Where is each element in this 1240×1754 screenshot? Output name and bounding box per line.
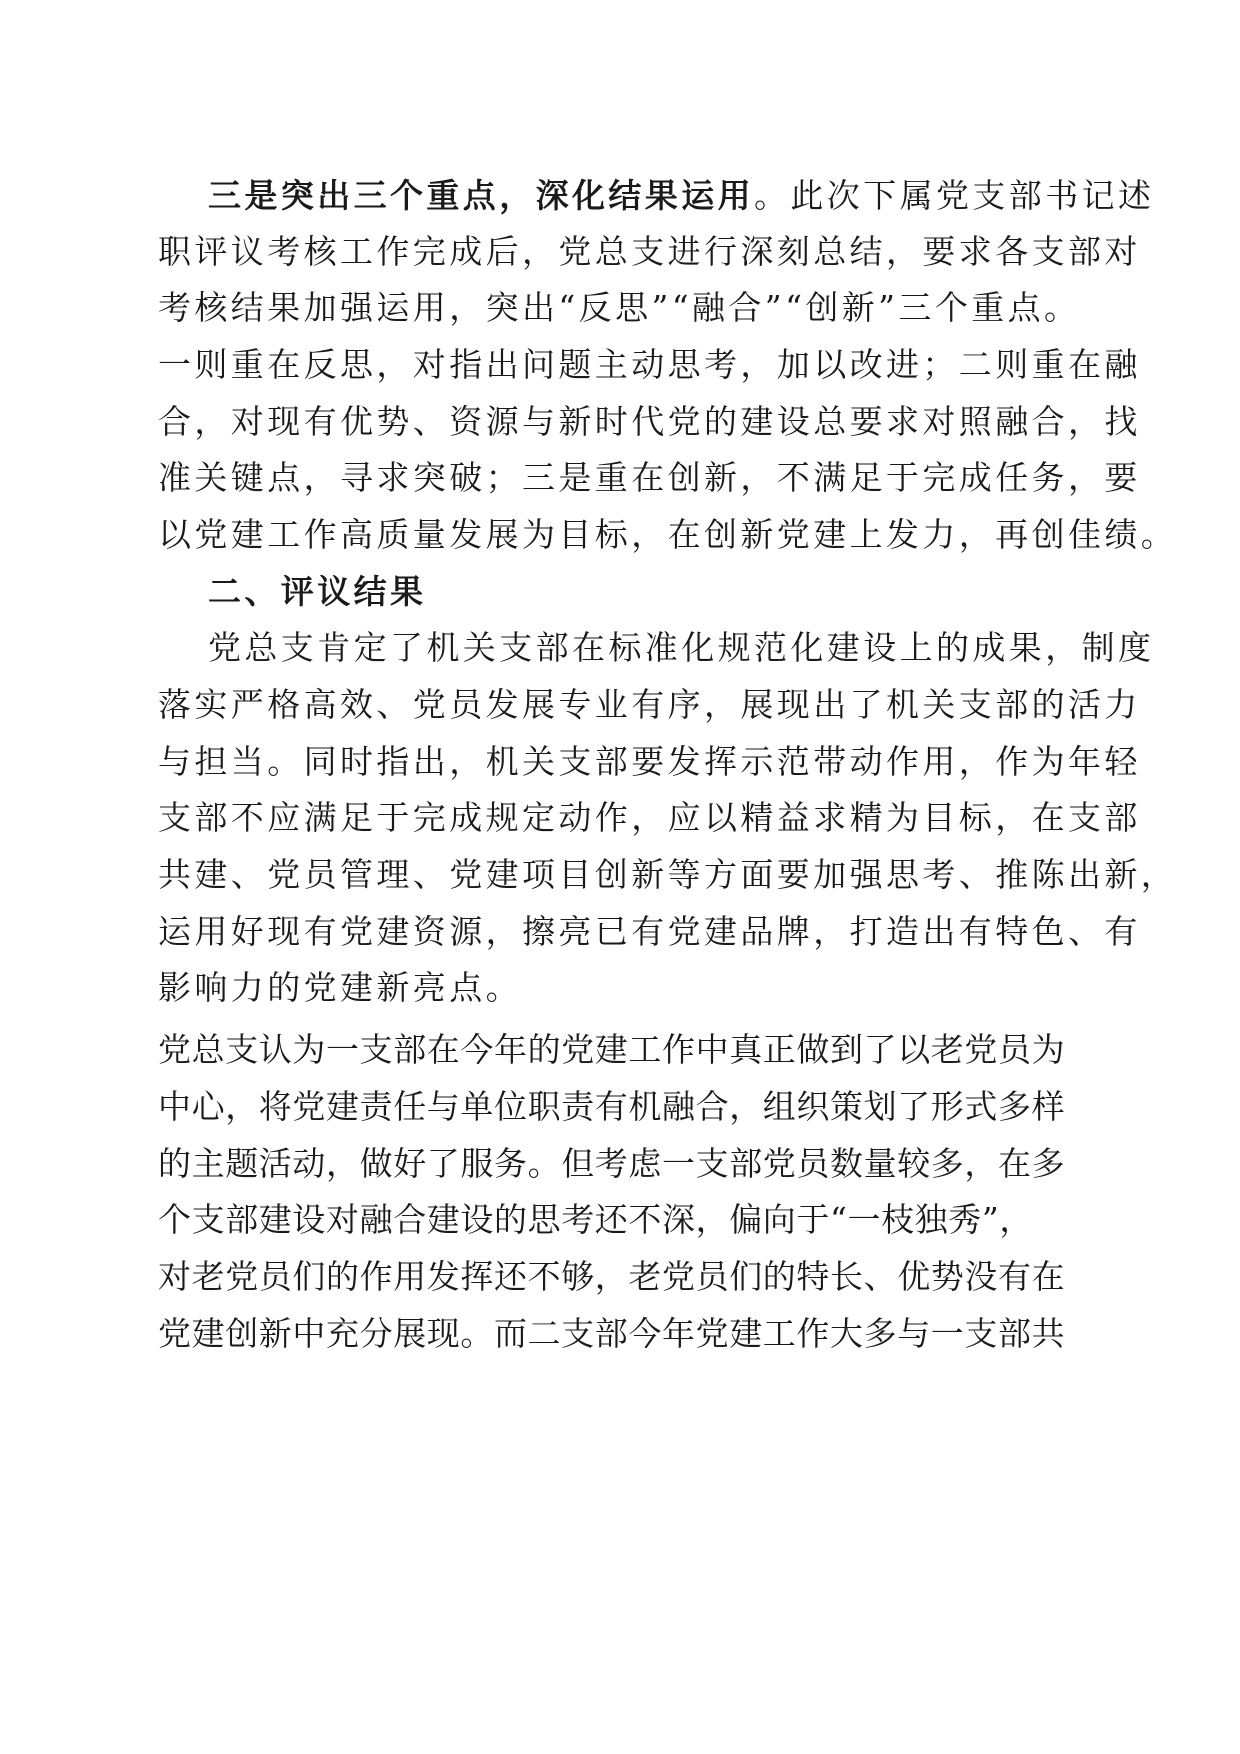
paragraph-jiguan-line-7: 影响力的党建新亮点。 [158,968,522,1007]
paragraph-jiguan-line-3: 与担当。同时指出，机关支部要发挥示范带动作用，作为年轻 [158,742,1141,781]
paragraph-3-line-1 [208,176,1154,216]
paragraph-jiguan-line-4: 支部不应满足于完成规定动作，应以精益求精为目标，在支部 [158,798,1141,837]
paragraph-3-line-3: 考核结果加强运用，突出“反思”“融合”“创新”三个重点。 [158,288,1081,327]
paragraph-3-line-4: 一则重在反思，对指出问题主动思考，加以改进；二则重在融 [158,345,1141,384]
paragraph-jiguan-line-5: 共建、党员管理、党建项目创新等方面要加强思考、推陈出新， [158,855,1178,894]
paragraph-3-line-7: 以党建工作高质量发展为目标，在创新党建上发力，再创佳绩。 [158,515,1178,554]
paragraph-3-line-1-rest: 。此次下属党支部书记述 [754,176,1155,215]
paragraph-yizhibu-line-3: 的主题活动，做好了服务。但考虑一支部党员数量较多，在多 [158,1144,1066,1183]
section-heading: 二、评议结果 [208,572,427,611]
paragraph-yizhibu-line-4: 个支部建设对融合建设的思考还不深，偏向于“一枝独秀”， [158,1200,1033,1239]
paragraph-3-lead-bold: 三是突出三个重点，深化结果运用 [208,176,754,215]
paragraph-3-line-5: 合，对现有优势、资源与新时代党的建设总要求对照融合，找 [158,402,1141,441]
paragraph-jiguan-line-1: 党总支肯定了机关支部在标准化规范化建设上的成果，制度 [208,628,1155,667]
paragraph-yizhibu-line-6: 党建创新中充分展现。而二支部今年党建工作大多与一支部共 [158,1314,1066,1353]
paragraph-jiguan-line-2: 落实严格高效、党员发展专业有序，展现出了机关支部的活力 [158,685,1141,724]
paragraph-yizhibu-line-1: 党总支认为一支部在今年的党建工作中真正做到了以老党员为 [158,1030,1066,1069]
paragraph-3-line-2: 职评议考核工作完成后，党总支进行深刻总结，要求各支部对 [158,232,1141,271]
paragraph-3-line-6: 准关键点，寻求突破；三是重在创新，不满足于完成任务，要 [158,458,1141,497]
paragraph-yizhibu-line-5: 对老党员们的作用发挥还不够，老党员们的特长、优势没有在 [158,1257,1066,1296]
paragraph-yizhibu-line-2: 中心，将党建责任与单位职责有机融合，组织策划了形式多样 [158,1087,1066,1126]
paragraph-jiguan-line-6: 运用好现有党建资源，擦亮已有党建品牌，打造出有特色、有 [158,912,1141,951]
